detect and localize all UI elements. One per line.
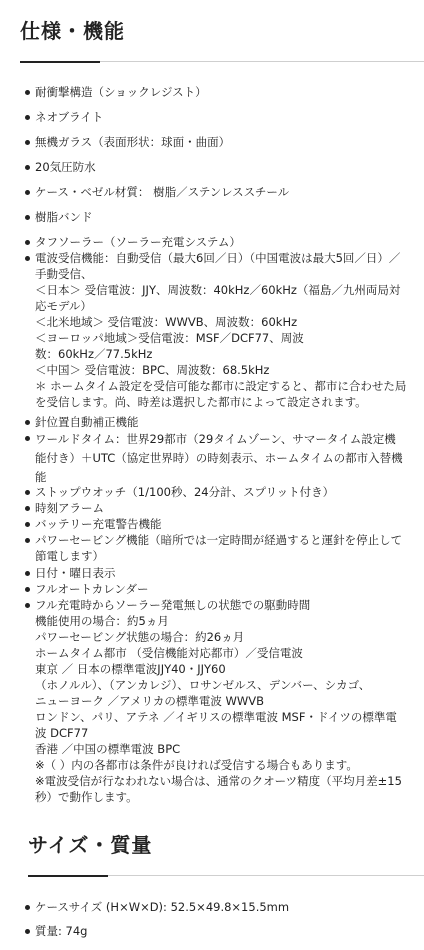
list-item-text: （ホノルル）、（アンカレジ）、ロサンゼルス、デンバー、シカゴ、 [35,678,371,692]
bullet-icon [25,90,30,95]
bullet-icon [25,115,30,120]
list-item-text: ＜日本＞ 受信電波：JJY、周波数：40kHz／60kHz（福島／九州両局対 [35,283,401,297]
list-item-text: を受信します。尚、時差は選択した都市によって設定されます。 [35,395,367,409]
list-item-text: 機能使用の場合：約5ヵ月 [35,614,169,628]
list-item-text: パワーセービング機能（暗所では一定時間が経過すると運針を停止して [35,533,403,547]
list-item-text: 能付き）＋UTC（協定世界時）の時刻表示、ホームタイムの都市入替機 [35,451,403,465]
bullet-icon [25,538,30,543]
bullet-icon [25,571,30,576]
size-title-underline [28,875,108,877]
bullet-icon [25,190,30,195]
bullet-icon [25,436,30,441]
list-item-text: 応モデル） [35,299,92,313]
list-item-text: 無機ガラス（表面形状：球面・曲面） [35,135,231,149]
list-item-text: パワーセービング状態の場合：約26ヵ月 [35,630,245,644]
list-item-text: 時刻アラーム [35,501,104,515]
list-item-text: ケース・ベゼル材質： 樹脂／ステンレススチール [35,185,290,199]
size-section-title: サイズ・質量 [28,833,153,857]
bullet-icon [25,587,30,592]
list-item-text: 耐衝撃構造（ショックレジスト） [35,85,207,99]
list-item-text: ＜ヨーロッパ地域＞受信電波：MSF／DCF77、周波 [35,331,304,345]
list-item-text: ニューヨーク ／アメリカの標準電波 WWVB [35,694,265,708]
list-item-text: ストップウオッチ（1/100秒、24分計、スプリット付き） [35,485,335,499]
bullet-icon [25,256,30,261]
bullet-icon [25,165,30,170]
list-item-text: 東京 ／ 日本の標準電波JJY40・JJY60 [35,662,226,676]
spec-section-title: 仕様・機能 [20,19,125,43]
list-item-text: 20気圧防水 [35,160,96,174]
bullet-icon [25,140,30,145]
list-item-text: 手動受信、 [35,267,93,281]
bullet-icon [25,420,30,425]
list-item-text: 節電します） [35,549,104,563]
bullet-icon [25,522,30,527]
list-item-text: ネオブライト [35,110,104,124]
list-item-text: フル充電時からソーラー発電無しの状態での駆動時間 [35,598,311,612]
bullet-icon [25,490,30,495]
spec-divider [100,61,424,62]
list-item-text: フルオートカレンダー [35,582,149,596]
bullet-icon [25,905,30,910]
bullet-icon [25,506,30,511]
list-item-text: 樹脂バンド [35,210,93,224]
list-item-text: 針位置自動補正機能 [35,415,139,429]
size-divider [108,875,424,876]
list-item-text: 香港 ／中国の標準電波 BPC [35,742,181,756]
bullet-icon [25,929,30,934]
list-item-text: ※電波受信が行なわれない場合は、通常のクオーツ精度（平均月差±15 [35,774,402,788]
list-item-text: 秒）で動作します。 [35,790,138,804]
list-item-text: 能 [35,470,47,484]
list-item-text: 電波受信機能：自動受信（最大6回／日）（中国電波は最大5回／日）／ [35,251,401,265]
list-item-text: 日付・曜日表示 [35,566,116,580]
list-item-text: ＜中国＞ 受信電波：BPC、周波数：68.5kHz [35,363,270,377]
list-item-text: ＜北米地域＞ 受信電波：WWVB、周波数：60kHz [35,315,298,329]
bullet-icon [25,240,30,245]
list-item-text: ケースサイズ (H×W×D): 52.5×49.8×15.5mm [35,900,290,914]
list-item-text: バッテリー充電警告機能 [35,517,162,531]
bullet-icon [25,603,30,608]
list-item-text: ロンドン、パリ、アテネ ／イギリスの標準電波 MSF・ドイツの標準電 [35,710,397,724]
list-item-text: ホームタイム都市 （受信機能対応都市）／受信電波 [35,646,303,660]
list-item-text: ワールドタイム：世界29都市（29タイムゾーン、サマータイム設定機 [35,432,396,446]
list-item-text: 波 DCF77 [35,726,89,740]
list-item-text: ＊ ホームタイム設定を受信可能な都市に設定すると、都市に合わせた局 [35,379,407,393]
spec-title-underline [20,61,100,63]
list-item-text: ※（ ）内の各都市は条件が良ければ受信する場合もあります。 [35,758,358,772]
bullet-icon [25,215,30,220]
list-item-text: タフソーラー（ソーラー充電システム） [35,235,241,249]
list-item-text: 質量: 74g [35,924,88,938]
list-item-text: 数：60kHz／77.5kHz [35,347,153,361]
